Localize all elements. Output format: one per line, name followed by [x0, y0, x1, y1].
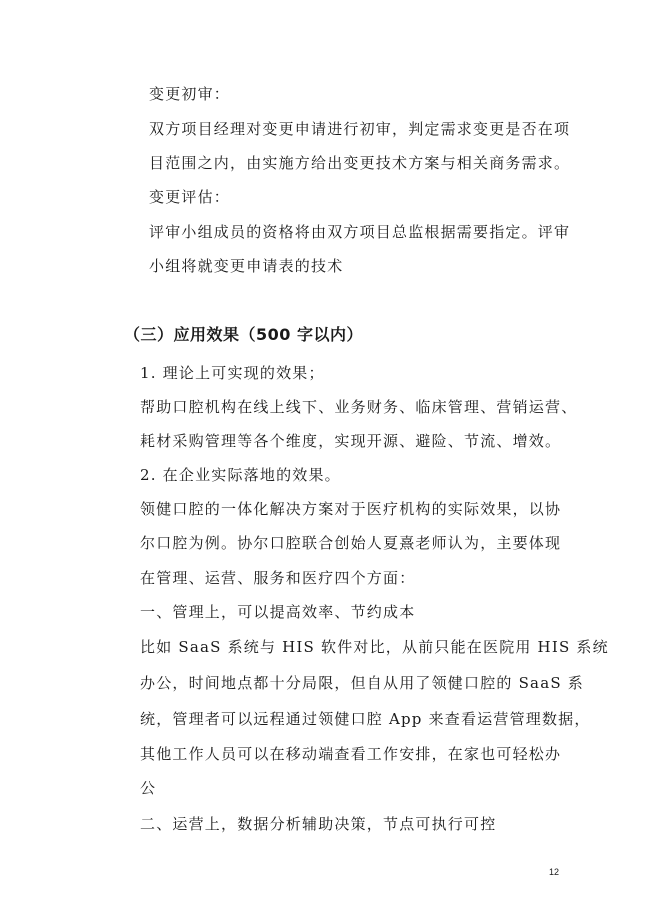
paragraph-line: 公: [140, 779, 157, 797]
paragraph-line: 尔口腔为例。协尔口腔联合创始人夏熹老师认为，主要体现: [140, 534, 562, 552]
paragraph-line: 目范围之内，由实施方给出变更技术方案与相关商务需求。: [149, 154, 571, 172]
paragraph-line: 变更评估：: [149, 188, 231, 206]
paragraph-line: 2. 在企业实际落地的效果。: [140, 466, 341, 484]
paragraph-line: 领健口腔的一体化解决方案对于医疗机构的实际效果，以协: [140, 500, 562, 518]
paragraph-line: 评审小组成员的资格将由双方项目总监根据需要指定。评审: [149, 223, 571, 241]
paragraph-line: 帮助口腔机构在线上线下、业务财务、临床管理、营销运营、: [140, 398, 578, 416]
paragraph-line: 1. 理论上可实现的效果；: [140, 364, 325, 382]
paragraph-line: 双方项目经理对变更申请进行初审，判定需求变更是否在项: [149, 120, 571, 138]
paragraph-line: 一、管理上，可以提高效率、节约成本: [140, 603, 416, 621]
paragraph-line: 统，管理者可以远程通过领健口腔 App 来查看运营管理数据，: [140, 710, 591, 728]
paragraph-line: 其他工作人员可以在移动端查看工作安排，在家也可轻松办: [140, 745, 562, 763]
paragraph-line: 小组将就变更申请表的技术: [149, 257, 344, 275]
paragraph-line: 耗材采购管理等各个维度，实现开源、避险、节流、增效。: [140, 432, 562, 450]
paragraph-line: 二、运营上，数据分析辅助决策，节点可执行可控: [140, 815, 497, 833]
page-number: 12: [549, 867, 560, 877]
section-heading: （三）应用效果（500 字以内）: [124, 325, 363, 344]
paragraph-line: 办公，时间地点都十分局限，但自从用了领健口腔的 SaaS 系: [140, 674, 584, 692]
paragraph-line: 变更初审：: [149, 85, 231, 103]
paragraph-line: 比如 SaaS 系统与 HIS 软件对比，从前只能在医院用 HIS 系统: [140, 638, 609, 656]
paragraph-line: 在管理、运营、服务和医疗四个方面：: [140, 569, 416, 587]
